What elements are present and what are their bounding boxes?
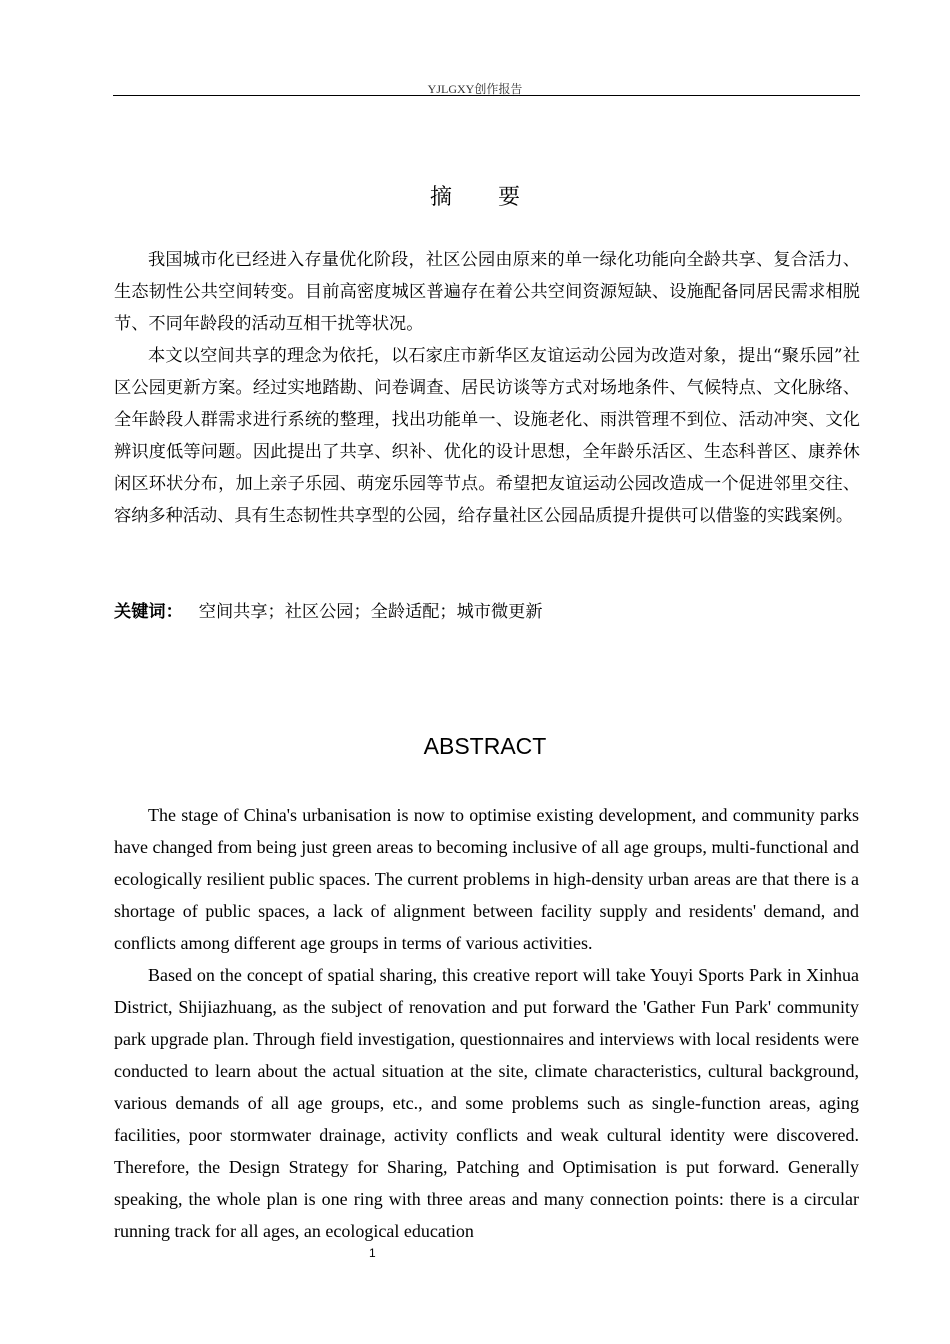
page-header-title: YJLGXY创作报告 <box>427 82 523 96</box>
abstract-en-paragraph-1: The stage of China's urbanisation is now to optimise existing development, and community parks have changed from being just green areas to becoming inclusive of all age groups, multi-functional and ecologically resilient public spaces. The current problems in high-density urban areas are that there is a shortage of public spaces, a lack of alignment between facility supply and residents' demand, and conflicts among different age groups in terms of various activities. <box>114 805 859 953</box>
keywords-value: 空间共享；社区公园；全龄适配；城市微更新 <box>198 602 543 622</box>
abstract-zh-paragraph-1: 我国城市化已经进入存量优化阶段，社区公园由原来的单一绿化功能向全龄共享、复合活力、生态韧性公共空间转变。目前高密度城区普遍存在着公共空间资源短缺、设施配备同居民需求相脱节、不同年龄段的活动互相干扰等状况。 <box>114 250 860 334</box>
abstract-zh-title-char-1: 摘 <box>429 185 452 210</box>
abstract-zh-body <box>114 244 860 532</box>
abstract-en-paragraph-2: Based on the concept of spatial sharing, this creative report will take Youyi Sports Park in Xinhua District, Shijiazhuang, as the subject of renovation and put forward the 'Gather Fun Park' community park upgrade plan. Through field investigation, questionnaires and interviews with local residents were conducted to learn about the actual situation at the site, climate characteristics, cultural background, various demands of all age groups, etc., and some problems such as single-function areas, aging facilities, poor stormwater drainage, activity conflicts and weak cultural identity were discovered. Therefore, the Design Strategy for Sharing, Patching and Optimisation is put forward. Generally speaking, the whole plan is one ring with three areas and many connection points: there is a circular running track for all ages, an ecological education <box>114 965 859 1241</box>
abstract-zh-title-char-2: 要 <box>498 185 521 210</box>
abstract-zh-title <box>0 180 950 211</box>
abstract-en-title: ABSTRACT <box>423 733 547 759</box>
abstract-zh-paragraph-2: 本文以空间共享的理念为依托，以石家庄市新华区友谊运动公园为改造对象，提出“聚乐园”社区公园更新方案。经过实地踏勘、问卷调查、居民访谈等方式对场地条件、气候特点、文化脉络、全年龄段人群需求进行系统的整理，找出功能单一、设施老化、雨洪管理不到位、活动冲突、文化辨识度低等问题。因此提出了共享、织补、优化的设计思想，全年龄乐活区、生态科普区、康养休闲区环状分布，加上亲子乐园、萌宠乐园等节点。希望把友谊运动公园改造成一个促进邻里交往、容纳多种活动、具有生态韧性共享型的公园，给存量社区公园品质提升提供可以借鉴的实践案例。 <box>114 346 860 526</box>
page-number: 1 <box>369 1246 376 1260</box>
abstract-en-body <box>114 799 859 1247</box>
keywords-line <box>114 598 543 626</box>
keywords-label: 关键词： <box>114 602 183 622</box>
header-divider <box>113 95 860 96</box>
